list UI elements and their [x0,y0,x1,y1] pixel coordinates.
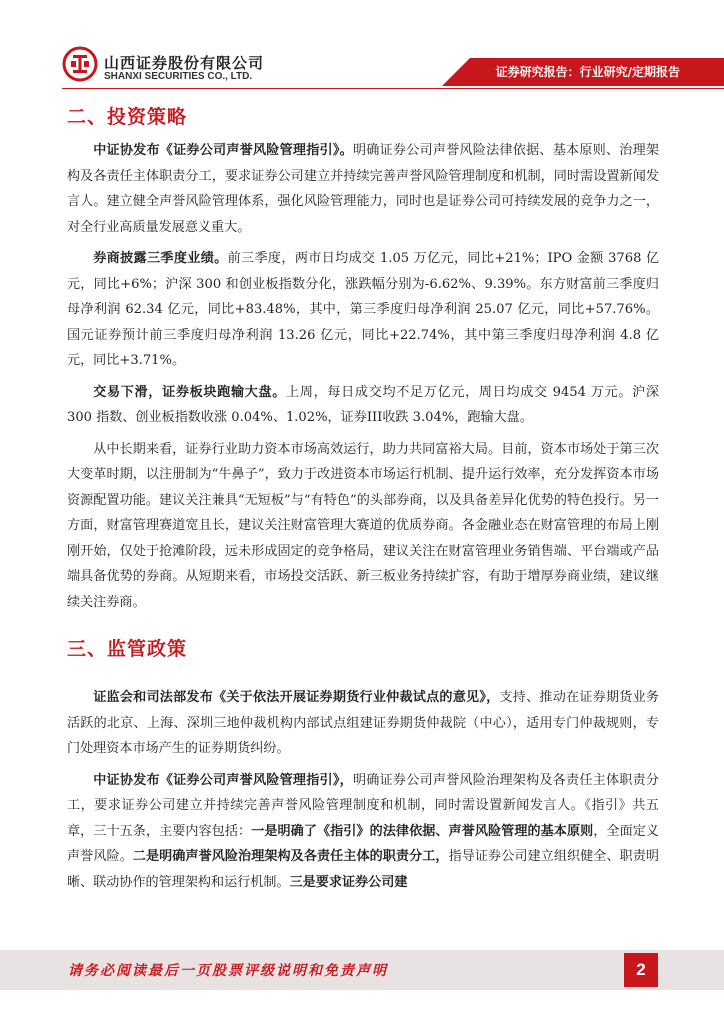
paragraph-lead: 证监会和司法部发布《关于依法开展证券期货行业仲裁试点的意见》， [93,690,500,705]
paragraph [67,685,659,762]
main-content [67,100,659,901]
disclaimer-text: 请务必阅读最后一页股票评级说明和免责声明 [68,963,388,979]
paragraph-lead: 券商披露三季度业绩。 [93,251,228,266]
paragraph-emphasis: 一是明确了《指引》的法律依据、声誉风险管理的基本原则 [251,823,594,839]
company-name-en: SHANXI SECURITIES CO., LTD. [104,71,253,82]
paragraph-text: 指导证券公司建立组织健全、职责明晰、联动协作的管理架构和运行机制。 [67,849,660,890]
paragraph-text: ，全面定义声誉风险。 [67,823,660,864]
section-title-investment-strategy: 二、投资策略 [67,106,188,128]
paragraph-lead: 中证协发布《证券公司声誉风险管理指引》。 [93,143,353,158]
paragraph-emphasis: 二是明确声誉风险治理架构及各责任主体的职责分工， [132,849,449,864]
company-logo-icon [62,46,98,82]
page-header [0,0,724,92]
paragraph-text: 上周，每日成交均不足万亿元，周日均成交 9454 万元。沪深 300 指数、创业板指数收涨 0.04%、1.02%，证券III收跌 3.04%，跑输大盘。 [67,384,659,425]
paragraph [67,246,659,374]
report-type-banner: 证券研究报告：行业研究/定期报告 [470,58,724,86]
page-number: 2 [624,953,658,987]
header-divider [62,88,724,89]
paragraph-text: 明确证券公司声誉风险治理架构及各责任主体职责分工，要求证券公司建立并持续完善声誉风险管理制度和机制，同时需设置新闻发言人。《指引》共五章，三十五条，主要内容包括： [67,772,660,839]
paragraph [67,380,659,431]
paragraph-text: 前三季度，两市日均成交 1.05 万亿元，同比+21%；IPO 金额 3768 亿元，同比+6%；沪深 300 和创业板指数分化，涨跌幅分别为-6.62%、9.39%。东方财富前三季度归母净利润 62.34 亿元，同比+83.48%，其中，第三季度归母净利润 25.07 亿元，同比+57.76%。国元证券预计前三季度归母净利润 13.26 亿元，同比+22.74%，其中第三季度归母净利润 4.8 亿元，同比+3.71%。 [67,251,660,368]
paragraph [67,138,659,240]
paragraph-emphasis: 三是要求证券公司建 [289,874,408,890]
paragraph [67,437,659,616]
paragraph-text: 支持、推动在证券期货业务活跃的北京、上海、深圳三地仲裁机构内部试点组建证券期货仲裁院（中心），适用专门仲裁规则，专门处理资本市场产生的证券期货纠纷。 [67,690,660,756]
paragraph-text: 从中长期来看，证券行业助力资本市场高效运行，助力共同富裕大局。目前，资本市场处于第三次大变革时期，以注册制为“牛鼻子”，致力于改进资本市场运行机制、提升运行效率，充分发挥资本市场资源配置功能。建议关注兼具“无短板”与“有特色”的头部券商，以及具备差异化优势的特色投行。另一方面，财富管理赛道宽且长，建议关注财富管理大赛道的优质券商。各金融业态在财富管理的布局上刚刚开始，仅处于抢滩阶段，远未形成固定的竞争格局，建议关注在财富管理业务销售端、平台端或产品端具备优势的券商。从短期来看，市场投交活跃、新三板业务持续扩容，有助于增厚券商业绩，建议继续关注券商。 [67,441,659,610]
paragraph-lead: 交易下滑，证券板块跑输大盘。 [93,384,287,400]
paragraph-lead: 中证协发布《证券公司声誉风险管理指引》， [93,772,353,788]
paragraph [67,768,659,896]
company-name-cn: 山西证券股份有限公司 [104,54,265,72]
paragraph-text: 明确证券公司声誉风险法律依据、基本原则、治理架构及各责任主体职责分工，要求证券公司建立并持续完善声誉风险管理制度和机制，同时需设置新闻发言人。建立健全声誉风险管理体系，强化风险管理能力，同时也是证券公司可持续发展的竞争力之一，对全行业高质量发展意义重大。 [67,143,660,235]
page-footer [0,950,724,990]
section-title-regulatory-policy: 三、监管政策 [67,638,188,660]
